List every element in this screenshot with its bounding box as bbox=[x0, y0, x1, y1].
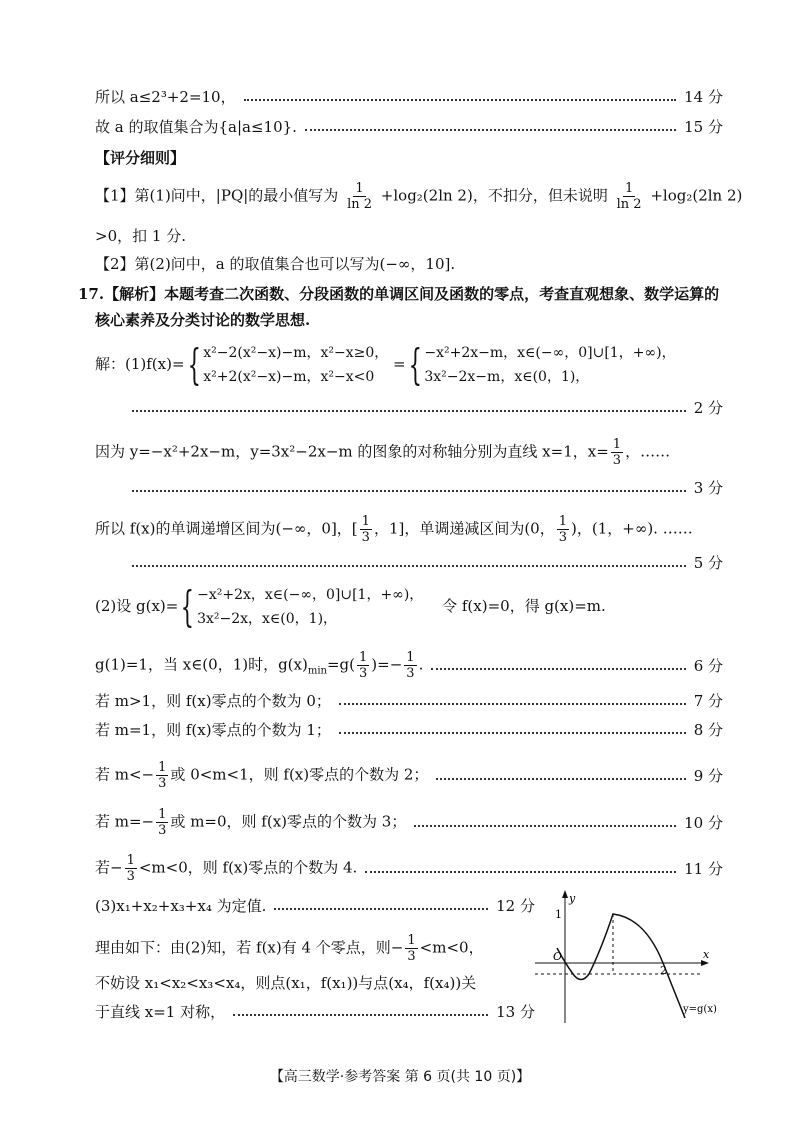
c9-b: 或 0<m<1，则 f(x)零点的个数为 2； bbox=[170, 765, 429, 784]
c11-b: <m<0，则 f(x)零点的个数为 4. bbox=[138, 858, 358, 877]
page-footer: 【高三数学·参考答案 第 6 页(共 10 页)】 bbox=[269, 1069, 531, 1085]
q17-header: 17.【解析】本题考查二次函数、分段函数的单调区间及函数的零点，考查直观想象、数学运算的 bbox=[78, 285, 720, 303]
frac-num: 1 bbox=[359, 650, 368, 665]
case-3: −x²+2x−m，x∈(−∞，0]∪[1，+∞)， bbox=[424, 345, 676, 361]
fraction bbox=[557, 514, 569, 545]
fraction bbox=[125, 853, 137, 884]
fraction bbox=[156, 760, 168, 791]
frac-den: 3 bbox=[361, 530, 370, 545]
gmin-sub: min bbox=[307, 665, 327, 677]
score-8: 8 分 bbox=[693, 721, 723, 739]
dot-leader bbox=[132, 410, 686, 412]
note-1 bbox=[95, 181, 742, 212]
axis-text: 因为 y=−x²+2x−m，y=3x²−2x−m 的图象的对称轴分别为直线 x=1，x= bbox=[95, 442, 609, 461]
gmin-d: . bbox=[418, 655, 424, 674]
case-2: x²+2(x²−x)−m，x²−x<0 bbox=[203, 369, 375, 385]
sol1-prefix: 解：(1)f(x)= bbox=[95, 355, 185, 373]
score-line-2 bbox=[132, 397, 723, 419]
a-bound-text: 所以 a≤2³+2=10， bbox=[95, 88, 236, 106]
reason-line bbox=[95, 933, 484, 964]
score-7: 7 分 bbox=[693, 692, 723, 710]
equals: = bbox=[393, 355, 406, 373]
frac-num: 1 bbox=[126, 853, 135, 868]
g-graph bbox=[535, 888, 735, 1028]
wlog-line: 不妨设 x₁<x₂<x₃<x₄，则点(x₁，f(x₁))与点(x₄，f(x₄))关 bbox=[95, 974, 477, 992]
frac-num: 1 bbox=[158, 807, 167, 822]
a-set-text: 故 a 的取值集合为{a|a≤10}. bbox=[95, 118, 297, 136]
case-m-eq-1 bbox=[95, 719, 723, 741]
c9-a: 若 m<− bbox=[95, 765, 155, 784]
graph-label-two: 2 bbox=[660, 964, 667, 977]
graph-label-x: x bbox=[703, 948, 710, 961]
frac-den: 3 bbox=[558, 530, 568, 545]
note1-text-a: 【1】第(1)问中，|PQ|的最小值写为 bbox=[95, 186, 339, 205]
case-four-zeros bbox=[95, 853, 723, 884]
dot-leader bbox=[132, 565, 686, 567]
case-three-zeros bbox=[95, 807, 723, 838]
part3-text: (3)x₁+x₂+x₃+x₄ 为定值. bbox=[95, 897, 267, 915]
c10-b: 或 m=0，则 f(x)零点的个数为 3； bbox=[170, 812, 407, 831]
frac-den: 3 bbox=[612, 453, 622, 468]
left-brace: { bbox=[181, 582, 195, 631]
frac-num: 1 bbox=[406, 650, 415, 665]
frac-den: 3 bbox=[407, 949, 416, 964]
note-2: 【2】第(2)问中，a 的取值集合也可以写为(−∞，10]. bbox=[95, 255, 456, 273]
case-stack bbox=[424, 341, 675, 389]
reason-a: 理由如下：由(2)知，若 f(x)有 4 个零点，则− bbox=[95, 938, 404, 957]
left-brace: { bbox=[408, 340, 422, 389]
frac-num: 1 bbox=[407, 933, 416, 948]
fraction bbox=[615, 181, 644, 212]
graph-label-origin: O bbox=[553, 950, 563, 963]
case-stack bbox=[203, 341, 388, 389]
q17-header-cont: 核心素养及分类讨论的数学思想. bbox=[95, 311, 311, 329]
score-10: 10 分 bbox=[684, 813, 723, 832]
g-case-1: −x²+2x，x∈(−∞，0]∪[1，+∞)， bbox=[197, 587, 424, 603]
reason-b: <m<0， bbox=[419, 938, 484, 957]
case-text: 若 m=1，则 f(x)零点的个数为 1； bbox=[95, 721, 331, 739]
axis-text-end: ，…… bbox=[625, 442, 671, 461]
mono-text-a: 所以 f(x)的单调递增区间为(−∞，0]，[ bbox=[95, 519, 358, 538]
frac-den: ln 2 bbox=[616, 197, 642, 212]
gmin-line bbox=[95, 650, 723, 683]
note1-text-b: +log₂(2ln 2)，不扣分，但未说明 bbox=[380, 186, 608, 205]
fraction bbox=[156, 807, 168, 838]
fraction bbox=[345, 181, 374, 212]
frac-num: 1 bbox=[612, 437, 622, 452]
y-axis-arrow-icon bbox=[562, 890, 568, 898]
line-a-bound bbox=[95, 86, 723, 108]
frac-num: 1 bbox=[624, 181, 634, 196]
gmin-b: =g( bbox=[326, 655, 356, 674]
frac-num: 1 bbox=[361, 514, 370, 529]
section-title: 【评分细则】 bbox=[95, 149, 186, 167]
case-text: 若 m>1，则 f(x)零点的个数为 0； bbox=[95, 692, 331, 710]
dot-leader bbox=[431, 668, 685, 670]
note1-text-c: +log₂(2ln 2) bbox=[650, 186, 743, 205]
graph-label-curve: y=g(x) bbox=[683, 1004, 717, 1015]
monotonic-line bbox=[95, 514, 693, 545]
g-prefix: (2)设 g(x)= bbox=[95, 597, 179, 615]
gmin-text bbox=[95, 650, 423, 683]
dot-leader bbox=[436, 778, 685, 780]
case-1: x²−2(x²−x)−m，x²−x≥0， bbox=[203, 345, 389, 361]
left-brace: { bbox=[187, 340, 201, 389]
c10-a: 若 m=− bbox=[95, 812, 155, 831]
symmetry-line bbox=[95, 1001, 535, 1023]
part3-line bbox=[95, 895, 535, 917]
score-5: 5 分 bbox=[693, 554, 723, 572]
frac-num: 1 bbox=[158, 760, 167, 775]
dot-leader bbox=[244, 99, 677, 101]
score-13: 13 分 bbox=[496, 1003, 535, 1021]
dot-leader bbox=[414, 825, 676, 827]
case-stack bbox=[197, 583, 423, 631]
score-12: 12 分 bbox=[496, 897, 535, 915]
g-piecewise bbox=[95, 582, 606, 631]
gmin-c: )=− bbox=[371, 655, 403, 674]
score-3: 3 分 bbox=[693, 479, 723, 497]
graph-label-one: 1 bbox=[555, 908, 562, 921]
axis-line bbox=[95, 437, 670, 468]
score-line-3 bbox=[132, 477, 723, 499]
fraction bbox=[611, 437, 623, 468]
frac-den: 3 bbox=[406, 666, 415, 681]
note-1-cont: >0，扣 1 分. bbox=[95, 227, 186, 245]
symmetry-text: 于直线 x=1 对称， bbox=[95, 1003, 226, 1021]
fraction bbox=[357, 650, 369, 681]
fraction bbox=[405, 933, 417, 964]
score-9: 9 分 bbox=[693, 766, 723, 785]
dot-leader bbox=[365, 871, 676, 873]
frac-num: 1 bbox=[355, 181, 364, 196]
c11-a: 若− bbox=[95, 858, 123, 877]
dot-leader bbox=[339, 703, 686, 705]
gmin-a: g(1)=1，当 x∈(0，1)时，g(x) bbox=[95, 655, 308, 674]
dot-leader bbox=[233, 1014, 488, 1016]
g-case-2: 3x²−2x，x∈(0，1)， bbox=[197, 611, 338, 627]
score-14: 14 分 bbox=[684, 88, 723, 106]
fraction bbox=[360, 514, 372, 545]
case-text bbox=[95, 807, 406, 838]
score-line-5 bbox=[132, 552, 723, 574]
frac-den: 3 bbox=[158, 776, 167, 791]
dot-leader bbox=[132, 490, 686, 492]
frac-den: 3 bbox=[359, 666, 368, 681]
case-m-gt-1 bbox=[95, 690, 723, 712]
line-a-set bbox=[95, 116, 723, 138]
frac-num: 1 bbox=[558, 514, 568, 529]
case-text bbox=[95, 853, 357, 884]
frac-den: ln 2 bbox=[347, 197, 373, 212]
dot-leader bbox=[274, 908, 488, 910]
frac-den: 3 bbox=[126, 869, 135, 884]
score-11: 11 分 bbox=[684, 859, 723, 878]
dot-leader bbox=[339, 732, 686, 734]
score-6: 6 分 bbox=[693, 657, 723, 676]
score-2: 2 分 bbox=[693, 399, 723, 417]
mono-text-c: )，(1，+∞). …… bbox=[571, 519, 693, 538]
score-15: 15 分 bbox=[684, 118, 723, 136]
case-4: 3x²−2x−m，x∈(0，1)， bbox=[424, 369, 590, 385]
solution-1-piecewise bbox=[95, 340, 676, 389]
fraction bbox=[404, 650, 416, 681]
frac-den: 3 bbox=[158, 823, 167, 838]
g-suffix: 令 f(x)=0，得 g(x)=m. bbox=[442, 597, 606, 615]
case-text bbox=[95, 760, 428, 791]
graph-label-y: y bbox=[569, 892, 576, 905]
dot-leader bbox=[305, 129, 676, 131]
case-two-zeros bbox=[95, 760, 723, 791]
mono-text-b: ，1]，单调递减区间为(0， bbox=[373, 519, 555, 538]
